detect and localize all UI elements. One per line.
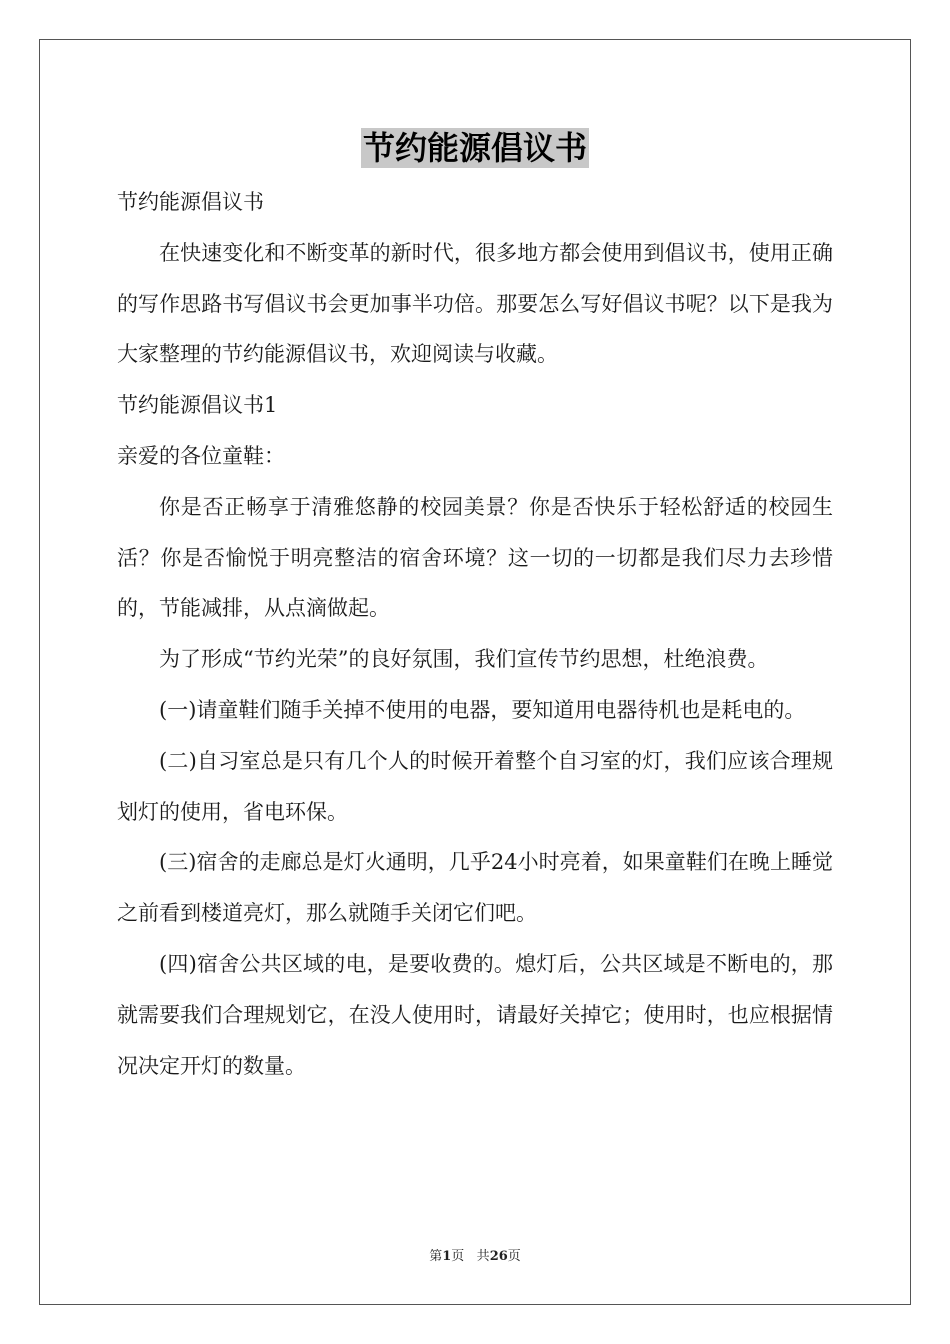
total-suffix: 页 [507, 1249, 521, 1264]
body-paragraph: (二)自习室总是只有几个人的时候开着整个自习室的灯，我们应该合理规划灯的使用，省电环保。 [117, 748, 833, 824]
body-paragraph: (四)宿舍公共区域的电，是要收费的。熄灯后，公共区域是不断电的，那就需要我们合理规划它，在没人使用时，请最好关掉它；使用时，也应根据情况决定开灯的数量。 [117, 951, 833, 1078]
document-subtitle: 节约能源倡议书 [117, 190, 264, 214]
intro-paragraph: 在快速变化和不断变革的新时代，很多地方都会使用到倡议书，使用正确的写作思路书写倡议书会更加事半功倍。那要怎么写好倡议书呢？以下是我为大家整理的节约能源倡议书，欢迎阅读与收藏。 [117, 240, 833, 367]
body-paragraph: 为了形成“节约光荣”的良好氛围，我们宣传节约思想，杜绝浪费。 [159, 647, 769, 672]
page-footer [0, 1245, 950, 1264]
document-title: 节约能源倡议书 [362, 129, 587, 167]
body-paragraph: (一)请童鞋们随手关掉不使用的电器，要知道用电器待机也是耗电的。 [159, 697, 806, 722]
page-suffix: 页 [451, 1249, 465, 1264]
page-number: 1 [442, 1249, 452, 1264]
title-area [0, 128, 950, 168]
section-heading: 节约能源倡议书1 [117, 393, 278, 418]
body-paragraph: (三)宿舍的走廊总是灯火通明，几乎24小时亮着，如果童鞋们在晚上睡觉之前看到楼道亮灯，那么就随手关闭它们吧。 [117, 850, 833, 926]
document-body [117, 177, 833, 1091]
greeting-line: 亲爱的各位童鞋： [117, 443, 285, 468]
total-prefix: 共 [476, 1249, 490, 1264]
body-paragraph: 你是否正畅享于清雅悠静的校园美景？你是否快乐于轻松舒适的校园生活？你是否愉悦于明亮整洁的宿舍环境？这一切的一切都是我们尽力去珍惜的，节能减排，从点滴做起。 [117, 494, 833, 621]
total-pages: 26 [489, 1249, 508, 1264]
page-prefix: 第 [429, 1249, 443, 1264]
